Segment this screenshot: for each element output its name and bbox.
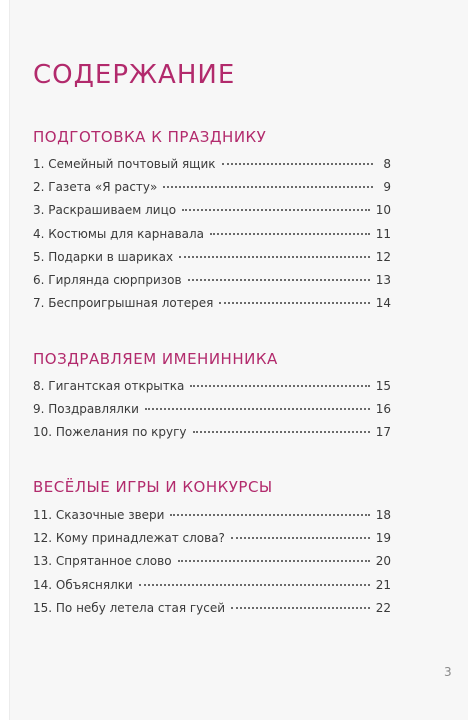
toc-entry-title: 11. Сказочные звери [33, 508, 165, 522]
toc-entry[interactable] [33, 273, 391, 296]
toc-entry-title: 4. Костюмы для карнавала [33, 226, 205, 241]
toc-dot-leader [178, 560, 370, 562]
toc-entry-title: 5. Подарки в шариках [33, 249, 174, 264]
toc-entry[interactable] [33, 554, 391, 577]
toc-dot-leader [210, 233, 370, 235]
toc-entry[interactable] [33, 425, 391, 448]
toc-entry[interactable] [33, 601, 391, 624]
toc-entry-title: 9. Поздравлялки [33, 402, 139, 417]
toc-entry-page: 19 [375, 531, 391, 546]
toc-dot-leader [163, 186, 373, 188]
toc-entry-page: 16 [375, 402, 391, 417]
toc-list [33, 157, 391, 319]
toc-entry-page: 21 [375, 577, 391, 592]
toc-dot-leader [145, 408, 370, 410]
toc-entry-page: 22 [375, 600, 391, 615]
toc-entry-title: 12. Кому принадлежат слова? [33, 531, 225, 546]
toc-dot-leader [193, 431, 370, 433]
toc-entry[interactable] [33, 508, 391, 531]
toc-dot-leader [170, 514, 369, 516]
toc-entry-page: 11 [375, 226, 391, 241]
toc-entry[interactable] [33, 296, 391, 319]
page-title: СОДЕРЖАНИЕ [33, 60, 236, 90]
toc-entry-page: 17 [375, 425, 391, 440]
toc-entry[interactable] [33, 379, 391, 402]
page-number: 3 [444, 665, 452, 679]
toc-entry-title: 2. Газета «Я расту» [33, 180, 158, 195]
toc-entry-page: 14 [375, 296, 391, 311]
toc-entry-title: 1. Семейный почтовый ящик [33, 157, 216, 171]
toc-entry-page: 12 [375, 249, 391, 264]
section-heading: ВЕСЁЛЫЕ ИГРЫ И КОНКУРСЫ [33, 478, 273, 496]
toc-dot-leader [222, 163, 373, 165]
toc-entry-page: 10 [375, 203, 391, 218]
toc-dot-leader [179, 256, 370, 258]
toc-dot-leader [182, 209, 370, 211]
toc-entry[interactable] [33, 180, 391, 203]
toc-entry-page: 18 [375, 508, 391, 522]
toc-entry-page: 20 [375, 554, 391, 569]
section-heading: ПОДГОТОВКА К ПРАЗДНИКУ [33, 128, 267, 146]
toc-entry[interactable] [33, 402, 391, 425]
section-heading: ПОЗДРАВЛЯЕМ ИМЕНИННИКА [33, 350, 278, 368]
toc-dot-leader [190, 385, 369, 387]
toc-dot-leader [139, 584, 370, 586]
toc-entry-page: 9 [383, 180, 391, 195]
toc-entry[interactable] [33, 227, 391, 250]
toc-entry[interactable] [33, 578, 391, 601]
toc-entry-page: 8 [383, 157, 391, 171]
toc-dot-leader [231, 537, 370, 539]
toc-entry-title: 10. Пожелания по кругу [33, 425, 187, 440]
toc-entry[interactable] [33, 157, 391, 180]
toc-entry-title: 6. Гирлянда сюрпризов [33, 272, 182, 287]
toc-entry-title: 8. Гигантская открытка [33, 379, 185, 393]
toc-entry[interactable] [33, 203, 391, 226]
toc-entry[interactable] [33, 250, 391, 273]
toc-entry-title: 13. Спрятанное слово [33, 554, 172, 569]
toc-entry-page: 13 [375, 272, 391, 287]
toc-entry-title: 15. По небу летела стая гусей [33, 600, 226, 615]
toc-list [33, 379, 391, 449]
toc-entry-page: 15 [375, 379, 391, 393]
toc-entry-title: 7. Беспроигрышная лотерея [33, 296, 214, 311]
toc-entry-title: 3. Раскрашиваем лицо [33, 203, 177, 218]
toc-entry-title: 14. Объяснялки [33, 577, 133, 592]
toc-list [33, 508, 391, 624]
toc-entry[interactable] [33, 531, 391, 554]
toc-dot-leader [188, 279, 370, 281]
toc-dot-leader [231, 607, 370, 609]
toc-dot-leader [219, 302, 369, 304]
